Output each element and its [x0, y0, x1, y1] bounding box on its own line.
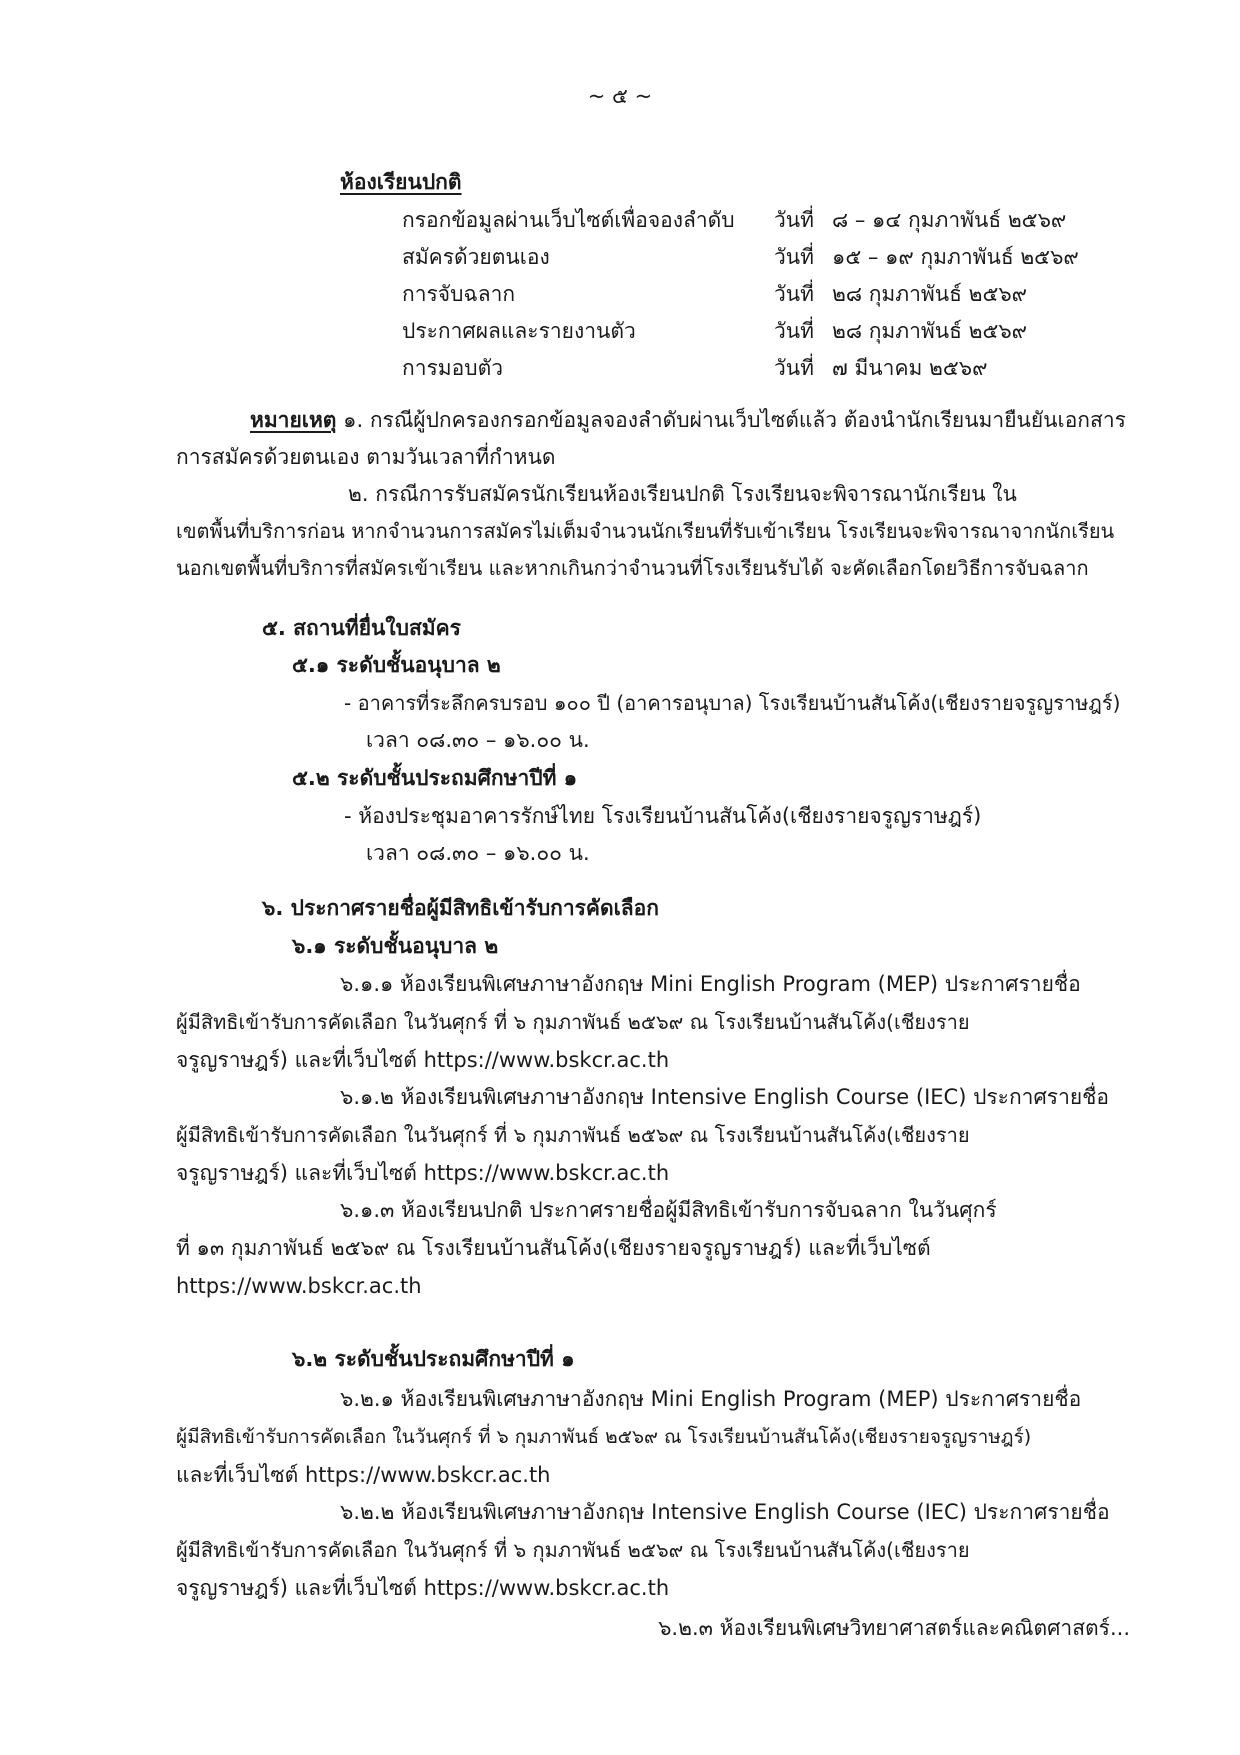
- section-5-heading: ๕. สถานที่ยื่นใบสมัคร: [262, 616, 461, 640]
- p622-line-3: จรูญราษฎร์) และที่เว็บไซต์ https://www.bskcr.ac.th: [176, 1576, 670, 1600]
- section-5-1-heading: ๕.๑ ระดับชั้นอนุบาล ๒: [292, 653, 501, 677]
- continuation-text: ๖.๒.๓ ห้องเรียนพิเศษวิทยาศาสตร์และคณิตศาสตร์...: [658, 1616, 1130, 1640]
- schedule-label: กรอกข้อมูลผ่านเว็บไซต์เพื่อจองลำดับ: [402, 208, 735, 232]
- p621-line-2: ผู้มีสิทธิเข้ารับการคัดเลือก ในวันศุกร์ ที่ ๖ กุมภาพันธ์ ๒๕๖๙ ณ โรงเรียนบ้านสันโค้ง(เชียงรายจรูญราษฎร์): [176, 1426, 1032, 1448]
- note-1-text: ๑. กรณีผู้ปกครองกรอกข้อมูลจองลำดับผ่านเว็บไซต์แล้ว ต้องนำนักเรียนมายืนยันเอกสาร: [343, 408, 1126, 432]
- section-5-2-time: เวลา ๐๘.๓๐ – ๑๖.๐๐ น.: [366, 841, 590, 865]
- p612-line-1: ๖.๑.๒ ห้องเรียนพิเศษภาษาอังกฤษ Intensive English Course (IEC) ประกาศรายชื่อ: [340, 1085, 1110, 1109]
- p613-line-1: ๖.๑.๓ ห้องเรียนปกติ ประกาศรายชื่อผู้มีสิทธิเข้ารับการจับฉลาก ในวันศุกร์: [340, 1198, 997, 1222]
- p612-line-3: จรูญราษฎร์) และที่เว็บไซต์ https://www.bskcr.ac.th: [176, 1161, 670, 1185]
- schedule-date: ๑๕ – ๑๙ กุมภาพันธ์ ๒๕๖๙: [832, 245, 1079, 269]
- schedule-date: ๒๘ กุมภาพันธ์ ๒๕๖๙: [832, 319, 1028, 343]
- p613-line-3: https://www.bskcr.ac.th: [176, 1274, 422, 1298]
- regular-class-heading: ห้องเรียนปกติ: [340, 170, 462, 194]
- section-5-2-heading: ๕.๒ ระดับชั้นประถมศึกษาปีที่ ๑: [292, 766, 578, 790]
- schedule-date: ๘ – ๑๔ กุมภาพันธ์ ๒๕๖๙: [832, 208, 1067, 232]
- p622-line-2: ผู้มีสิทธิเข้ารับการคัดเลือก ในวันศุกร์ ที่ ๖ กุมภาพันธ์ ๒๕๖๙ ณ โรงเรียนบ้านสันโค้ง(เชียงราย: [176, 1538, 970, 1562]
- note-2-line-2: เขตพื้นที่บริการก่อน หากจำนวนการสมัครไม่เต็มจำนวนนักเรียนที่รับเข้าเรียน โรงเรียนจะพิจารณาจากนักเรียน: [176, 519, 1115, 543]
- p611-line-1: ๖.๑.๑ ห้องเรียนพิเศษภาษาอังกฤษ Mini English Program (MEP) ประกาศรายชื่อ: [340, 972, 1081, 996]
- p611-line-2: ผู้มีสิทธิเข้ารับการคัดเลือก ในวันศุกร์ ที่ ๖ กุมภาพันธ์ ๒๕๖๙ ณ โรงเรียนบ้านสันโค้ง(เชียงราย: [176, 1010, 970, 1034]
- schedule-label: การจับฉลาก: [402, 282, 516, 306]
- section-6-2-heading: ๖.๒ ระดับชั้นประถมศึกษาปีที่ ๑: [292, 1347, 575, 1371]
- note-label: หมายเหตุ: [250, 408, 337, 432]
- p622-line-1: ๖.๒.๒ ห้องเรียนพิเศษภาษาอังกฤษ Intensive English Course (IEC) ประกาศรายชื่อ: [340, 1500, 1110, 1524]
- note-2-line-1: ๒. กรณีการรับสมัครนักเรียนห้องเรียนปกติ โรงเรียนจะพิจารณานักเรียน ใน: [348, 482, 1017, 506]
- schedule-day: วันที่: [774, 319, 814, 343]
- schedule-date: ๗ มีนาคม ๒๕๖๙: [832, 356, 988, 380]
- p613-line-2: ที่ ๑๓ กุมภาพันธ์ ๒๕๖๙ ณ โรงเรียนบ้านสันโค้ง(เชียงรายจรูญราษฎร์) และที่เว็บไซต์: [176, 1236, 931, 1260]
- section-5-2-place: - ห้องประชุมอาคารรักษ์ไทย โรงเรียนบ้านสันโค้ง(เชียงรายจรูญราษฎร์): [344, 804, 982, 828]
- p621-line-3: และที่เว็บไซต์ https://www.bskcr.ac.th: [176, 1463, 551, 1487]
- note-1-line-1: [250, 406, 1126, 434]
- schedule-label: ประกาศผลและรายงานตัว: [402, 319, 636, 343]
- note-1-line-2: การสมัครด้วยตนเอง ตามวันเวลาที่กำหนด: [176, 445, 556, 469]
- p612-line-2: ผู้มีสิทธิเข้ารับการคัดเลือก ในวันศุกร์ ที่ ๖ กุมภาพันธ์ ๒๕๖๙ ณ โรงเรียนบ้านสันโค้ง(เชียงราย: [176, 1123, 970, 1147]
- note-2-line-3: นอกเขตพื้นที่บริการที่สมัครเข้าเรียน และหากเกินกว่าจำนวนที่โรงเรียนรับได้ จะคัดเลือกโดยวิธีการจับฉลาก: [176, 556, 1089, 580]
- schedule-day: วันที่: [774, 282, 814, 306]
- section-5-1-time: เวลา ๐๘.๓๐ – ๑๖.๐๐ น.: [366, 728, 590, 752]
- page-number: ~ ๕ ~: [587, 84, 653, 108]
- schedule-label: สมัครด้วยตนเอง: [402, 245, 550, 269]
- schedule-label: การมอบตัว: [402, 356, 504, 380]
- schedule-day: วันที่: [774, 208, 814, 232]
- schedule-day: วันที่: [774, 245, 814, 269]
- section-5-1-place: - อาคารที่ระลึกครบรอบ ๑๐๐ ปี (อาคารอนุบาล) โรงเรียนบ้านสันโค้ง(เชียงรายจรูญราษฎร์): [344, 691, 1121, 715]
- schedule-date: ๒๘ กุมภาพันธ์ ๒๕๖๙: [832, 282, 1028, 306]
- section-6-heading: ๖. ประกาศรายชื่อผู้มีสิทธิเข้ารับการคัดเลือก: [262, 896, 659, 920]
- p611-line-3: จรูญราษฎร์) และที่เว็บไซต์ https://www.bskcr.ac.th: [176, 1048, 670, 1072]
- schedule-day: วันที่: [774, 356, 814, 380]
- section-6-1-heading: ๖.๑ ระดับชั้นอนุบาล ๒: [292, 934, 499, 958]
- p621-line-1: ๖.๒.๑ ห้องเรียนพิเศษภาษาอังกฤษ Mini English Program (MEP) ประกาศรายชื่อ: [340, 1387, 1082, 1411]
